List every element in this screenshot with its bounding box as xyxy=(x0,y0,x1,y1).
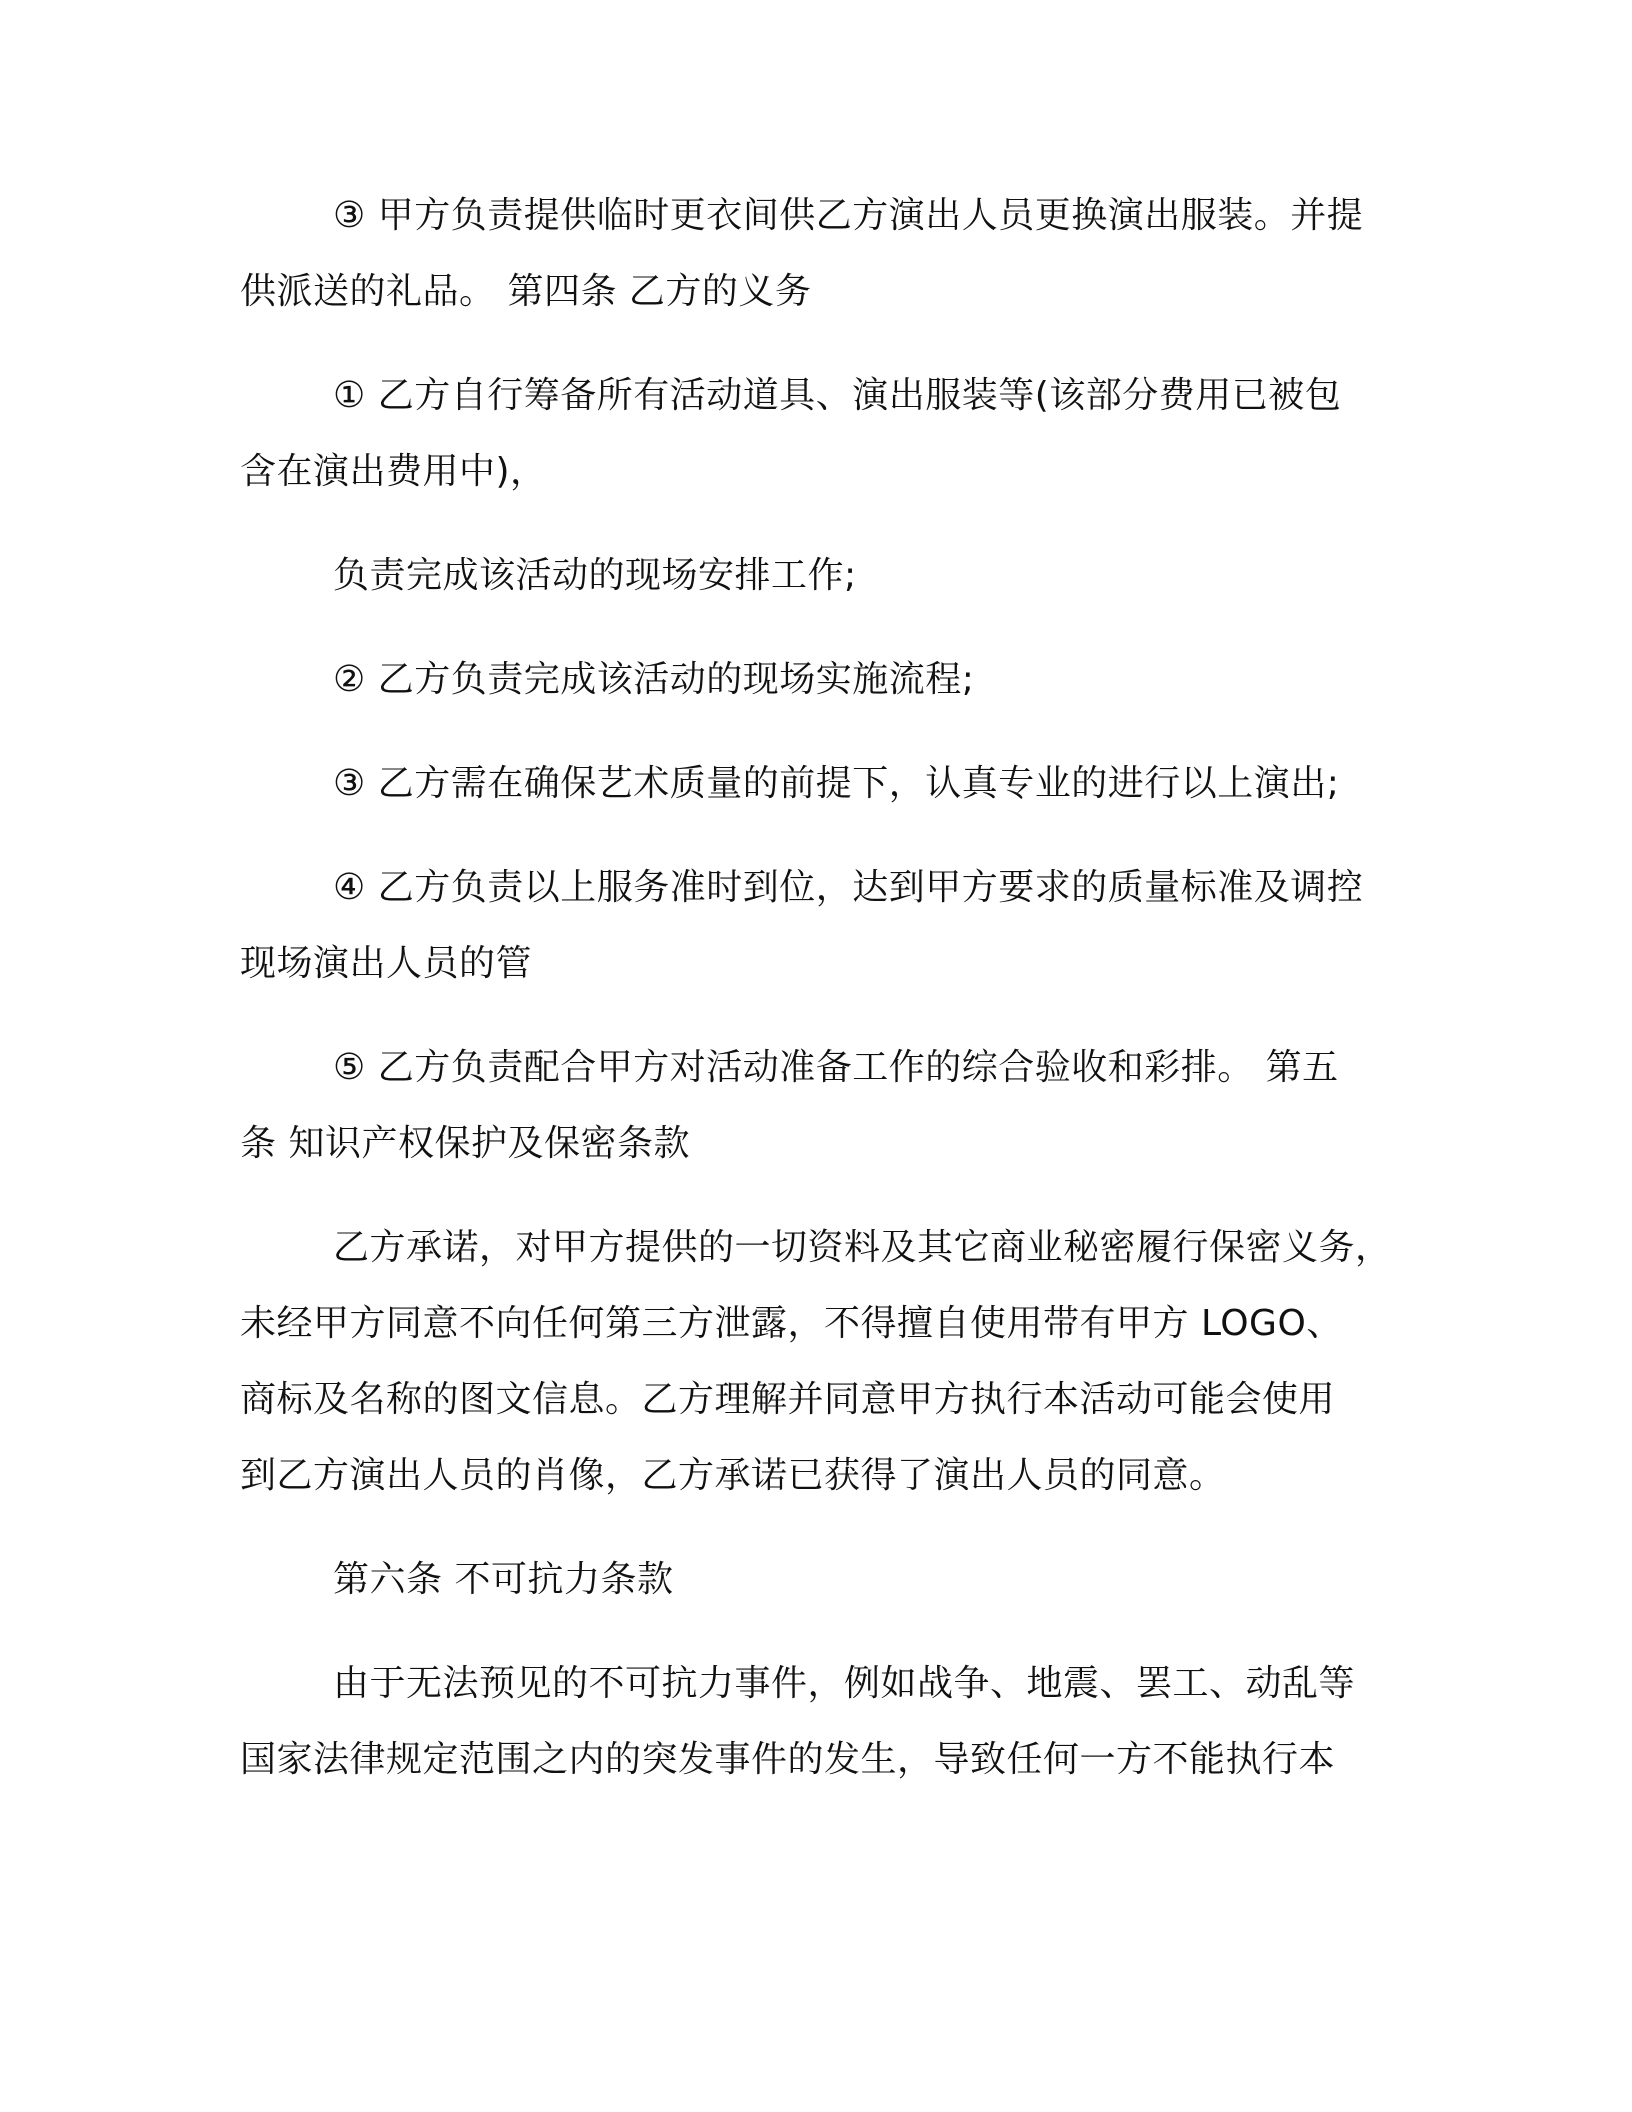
paragraph-2-line-2: 含在演出费用中)， xyxy=(240,451,547,492)
section-6-heading: 第六条 不可抗力条款 xyxy=(333,1559,674,1600)
paragraph-1-line-1: ③ 甲方负责提供临时更衣间供乙方演出人员更换演出服装。并提 xyxy=(333,195,1364,236)
paragraph-4-line-1: ② 乙方负责完成该活动的现场实施流程; xyxy=(333,659,975,700)
paragraph-8-line-4: 到乙方演出人员的肖像，乙方承诺已获得了演出人员的同意。 xyxy=(240,1455,1226,1496)
paragraph-6-line-1: ④ 乙方负责以上服务准时到位，达到甲方要求的质量标准及调控 xyxy=(333,867,1364,908)
paragraph-8-line-2: 未经甲方同意不向任何第三方泄露，不得擅自使用带有甲方 LOGO、 xyxy=(240,1303,1343,1344)
paragraph-7-line-2: 条 知识产权保护及保密条款 xyxy=(240,1123,690,1164)
paragraph-10-line-2: 国家法律规定范围之内的突发事件的发生，导致任何一方不能执行本 xyxy=(240,1739,1336,1780)
paragraph-6-line-2: 现场演出人员的管 xyxy=(240,943,533,984)
paragraph-8-line-1: 乙方承诺，对甲方提供的一切资料及其它商业秘密履行保密义务， xyxy=(333,1227,1392,1268)
paragraph-5-line-1: ③ 乙方需在确保艺术质量的前提下，认真专业的进行以上演出; xyxy=(333,763,1340,804)
paragraph-8-line-3: 商标及名称的图文信息。乙方理解并同意甲方执行本活动可能会使用 xyxy=(240,1379,1336,1420)
paragraph-10-line-1: 由于无法预见的不可抗力事件，例如战争、地震、罢工、动乱等 xyxy=(333,1663,1356,1704)
paragraph-3-line-1: 负责完成该活动的现场安排工作; xyxy=(333,555,857,596)
paragraph-7-line-1: ⑤ 乙方负责配合甲方对活动准备工作的综合验收和彩排。 第五 xyxy=(333,1047,1339,1088)
paragraph-2-line-1: ① 乙方自行筹备所有活动道具、演出服装等(该部分费用已被包 xyxy=(333,375,1342,416)
paragraph-1-line-2: 供派送的礼品。 第四条 乙方的义务 xyxy=(240,271,812,312)
